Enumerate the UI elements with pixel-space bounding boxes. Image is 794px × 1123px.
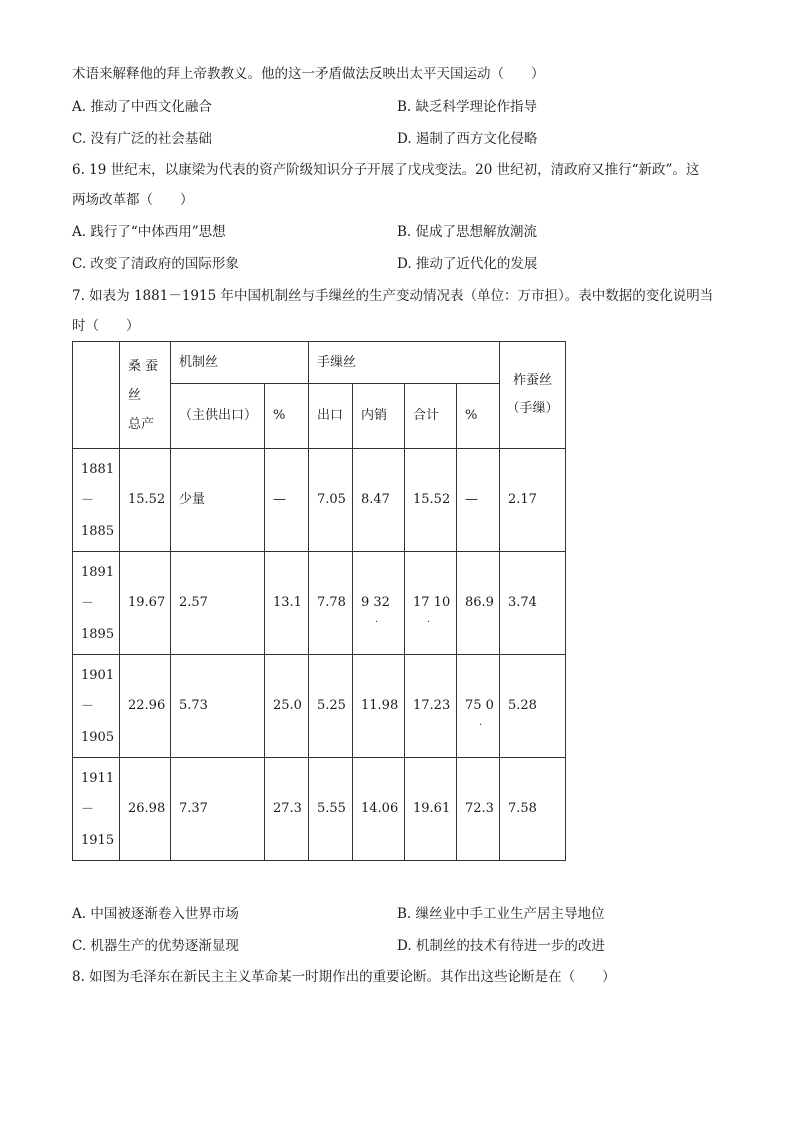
header-tussah-silk: 柞蚕丝 （手缫） <box>500 342 566 449</box>
question-7-stem-line2: 时（ ） <box>72 318 140 334</box>
header-hand-silk: 手缫丝 <box>309 342 500 384</box>
sum-cell: 17.23 <box>405 655 457 758</box>
q5-option-a[interactable]: A. 推动了中西文化融合 <box>72 99 212 115</box>
q5-option-d[interactable]: D. 遏制了西方文化侵略 <box>397 131 538 147</box>
period-cell: 1911 － 1915 <box>73 758 120 861</box>
tussah-cell: 2.17 <box>500 449 566 552</box>
q6-option-c[interactable]: C. 改变了清政府的国际形象 <box>72 256 239 272</box>
machine-pct-cell: 13.1 <box>265 552 309 655</box>
q7-option-a[interactable]: A. 中国被逐渐卷入世界市场 <box>72 906 239 922</box>
q5-option-c[interactable]: C. 没有广泛的社会基础 <box>72 131 212 147</box>
table-row <box>73 449 566 552</box>
q6-option-b[interactable]: B. 促成了思想解放潮流 <box>397 224 538 240</box>
period-cell: 1881 － 1885 <box>73 449 120 552</box>
machine-cell: 少量 <box>171 449 265 552</box>
hand-pct-cell: — <box>457 449 500 552</box>
tussah-cell: 5.28 <box>500 655 566 758</box>
q7-option-d[interactable]: D. 机制丝的技术有待进一步的改进 <box>397 938 605 954</box>
header-hand-export: 出口 <box>309 384 353 449</box>
total-cell: 22.96 <box>120 655 171 758</box>
table-row <box>73 655 566 758</box>
export-cell: 5.55 <box>309 758 353 861</box>
question-5-stem: 术语来解释他的拜上帝教教义。他的这一矛盾做法反映出太平天国运动（ ） <box>72 66 545 82</box>
header-machine-export: （主供出口） <box>171 384 265 449</box>
period-cell: 1891 － 1895 <box>73 552 120 655</box>
q7-option-c[interactable]: C. 机器生产的优势逐渐显现 <box>72 938 239 954</box>
hand-pct-cell: 72.3 <box>457 758 500 861</box>
export-cell: 7.78 <box>309 552 353 655</box>
domestic-cell: 9 32 · <box>353 552 405 655</box>
header-hand-pct: % <box>457 384 500 449</box>
machine-pct-cell: 27.3 <box>265 758 309 861</box>
question-6-stem-line1: 6. 19 世纪末，以康梁为代表的资产阶级知识分子开展了戊戌变法。20 世纪初，清政府又推行“新政”。这 <box>72 162 700 178</box>
silk-production-table <box>72 341 566 861</box>
table-row <box>73 552 566 655</box>
sum-cell: 19.61 <box>405 758 457 861</box>
q7-option-b[interactable]: B. 缫丝业中手工业生产居主导地位 <box>397 906 605 922</box>
total-cell: 15.52 <box>120 449 171 552</box>
sum-cell: 15.52 <box>405 449 457 552</box>
q5-option-b[interactable]: B. 缺乏科学理论作指导 <box>397 99 538 115</box>
total-cell: 19.67 <box>120 552 171 655</box>
machine-pct-cell: 25.0 <box>265 655 309 758</box>
header-machine-silk: 机制丝 <box>171 342 309 384</box>
total-cell: 26.98 <box>120 758 171 861</box>
question-6-stem-line2: 两场改革都（ ） <box>72 192 194 208</box>
q6-option-a[interactable]: A. 践行了“中体西用”思想 <box>72 224 226 240</box>
machine-cell: 5.73 <box>171 655 265 758</box>
domestic-cell: 8.47 <box>353 449 405 552</box>
sum-cell: 17 10 · <box>405 552 457 655</box>
domestic-cell: 14.06 <box>353 758 405 861</box>
machine-pct-cell: — <box>265 449 309 552</box>
q6-option-d[interactable]: D. 推动了近代化的发展 <box>397 256 538 272</box>
tussah-cell: 3.74 <box>500 552 566 655</box>
table-row <box>73 758 566 861</box>
tussah-cell: 7.58 <box>500 758 566 861</box>
header-hand-total: 合计 <box>405 384 457 449</box>
period-cell: 1901 － 1905 <box>73 655 120 758</box>
question-8-stem: 8. 如图为毛泽东在新民主主义革命某一时期作出的重要论断。其作出这些论断是在（ ） <box>72 969 616 985</box>
export-cell: 7.05 <box>309 449 353 552</box>
hand-pct-cell: 86.9 <box>457 552 500 655</box>
machine-cell: 7.37 <box>171 758 265 861</box>
hand-pct-cell: 75 0 · <box>457 655 500 758</box>
header-machine-pct: % <box>265 384 309 449</box>
export-cell: 5.25 <box>309 655 353 758</box>
header-period-blank <box>73 342 120 449</box>
header-hand-domestic: 内销 <box>353 384 405 449</box>
machine-cell: 2.57 <box>171 552 265 655</box>
header-total-output: 桑 蚕 丝 总产 <box>120 342 171 449</box>
domestic-cell: 11.98 <box>353 655 405 758</box>
question-7-stem-line1: 7. 如表为 1881－1915 年中国机制丝与手缫丝的生产变动情况表（单位：万市担）。表中数据的变化说明当 <box>72 288 714 304</box>
